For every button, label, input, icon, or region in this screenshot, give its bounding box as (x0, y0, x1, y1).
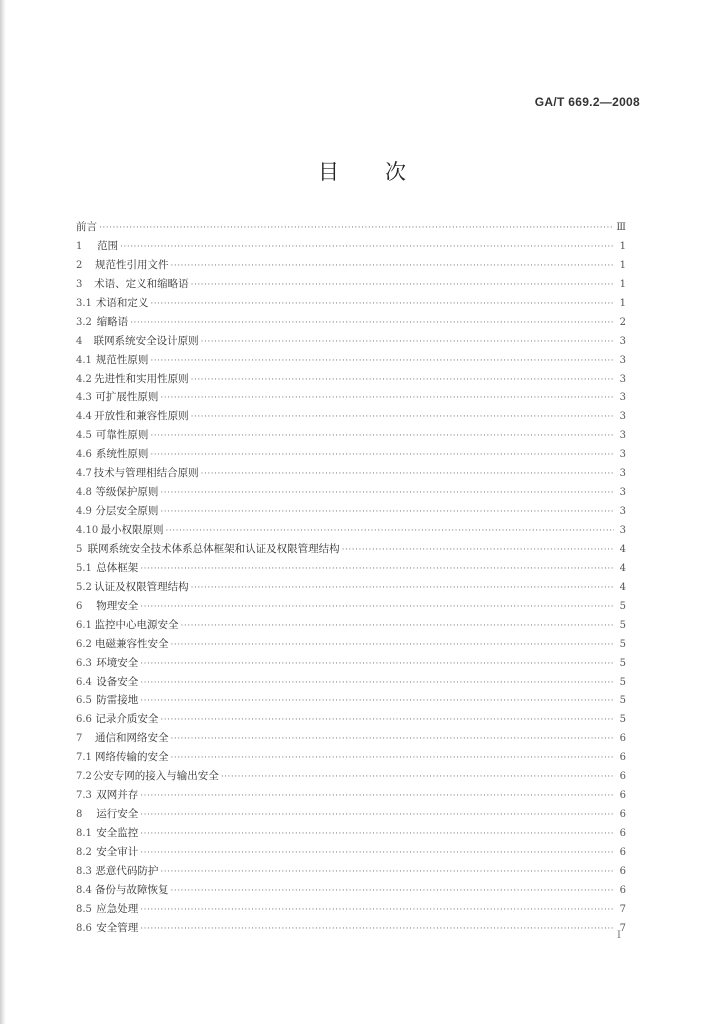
toc-entry (76, 673, 626, 692)
toc-entry-title: 监控中心电源安全 (94, 618, 179, 631)
toc-entry (76, 691, 626, 710)
toc-entry (76, 370, 626, 389)
toc-entry-page: 6 (619, 790, 626, 802)
toc-entry (76, 710, 626, 729)
toc-entry-page: 6 (619, 846, 626, 858)
toc-entry-page: Ⅲ (616, 222, 626, 233)
toc-entry-title: 技术与管理相结合原则 (93, 467, 199, 480)
toc-entry-title: 网络传输的安全 (94, 751, 169, 764)
toc-entry-number: 5 (76, 543, 83, 555)
toc-entry (76, 767, 626, 786)
toc-entry (76, 275, 626, 294)
toc-entry-number: 3 (76, 278, 83, 290)
toc-entry-title: 规范性引用文件 (94, 258, 169, 271)
toc-entry-title: 记录介质安全 (95, 713, 159, 726)
toc-entry-title: 联网系统安全技术体系总体框架和认证及权限管理结构 (87, 542, 340, 555)
toc-entry-title: 可靠性原则 (95, 429, 149, 442)
toc-entry (76, 635, 626, 654)
toc-entry-number: 4.3 (76, 392, 92, 404)
toc-leader-dots (140, 901, 614, 920)
title-part-2: 次 (385, 160, 406, 184)
toc-leader-dots (140, 806, 614, 825)
toc-leader-dots (191, 579, 614, 598)
toc-entry (76, 616, 626, 635)
toc-entry-page: 3 (619, 506, 626, 518)
toc-entry-title: 规范性原则 (95, 353, 149, 366)
toc-entry-page: 5 (619, 695, 626, 707)
toc-entry-number: 8.1 (76, 828, 92, 839)
toc-entry-number: 2 (76, 259, 83, 271)
toc-entry (76, 578, 626, 597)
toc-leader-dots (201, 333, 614, 352)
toc-entry-number: 6.6 (76, 714, 92, 726)
toc-entry-title: 前言 (76, 221, 97, 233)
toc-entry-page: 3 (619, 354, 626, 366)
toc-entry-number: 5.2 (76, 581, 92, 593)
toc-entry (76, 786, 626, 805)
toc-entry-number: 8.6 (76, 922, 92, 934)
toc-entry-number: 4.4 (76, 411, 92, 423)
toc-entry-title: 公安专网的接入与输出安全 (92, 770, 219, 783)
page-title (0, 156, 724, 186)
toc-entry-title: 物理安全 (96, 599, 139, 612)
toc-entry-title: 范围 (97, 239, 119, 252)
toc-entry-page: 1 (619, 297, 626, 309)
toc-entry-page: 6 (619, 828, 626, 839)
toc-entry (76, 654, 626, 673)
toc-entry-page: 3 (619, 392, 626, 404)
toc-entry (76, 445, 626, 464)
toc-leader-dots (170, 730, 614, 749)
toc-entry-page: 4 (619, 562, 626, 574)
toc-entry (76, 426, 626, 445)
toc-leader-dots (170, 882, 614, 901)
toc-entry-title: 应急处理 (96, 902, 139, 915)
toc-entry-title: 运行安全 (96, 808, 139, 821)
toc-leader-dots (160, 863, 614, 882)
toc-entry-title: 术语和定义 (95, 296, 149, 309)
toc-entry-title: 认证及权限管理结构 (94, 580, 189, 593)
toc-entry-title: 备份与故障恢复 (94, 883, 169, 896)
toc-entry (76, 559, 626, 578)
title-part-1: 目 (318, 160, 339, 184)
toc-entry-page: 6 (619, 884, 626, 896)
toc-leader-dots (181, 617, 614, 636)
toc-entry (76, 540, 626, 559)
toc-entry-number: 4.5 (76, 430, 92, 442)
toc-entry-number: 4.2 (76, 373, 92, 385)
toc-leader-dots (160, 389, 614, 408)
toc-entry-title: 安全监控 (96, 827, 139, 839)
toc-entry-number: 7.2 (76, 771, 92, 783)
toc-entry-title: 缩略语 (96, 315, 129, 328)
toc-leader-dots (191, 371, 614, 390)
toc-entry-page: 1 (619, 278, 626, 290)
toc-leader-dots (160, 484, 614, 503)
toc-entry-title: 双网并存 (96, 789, 139, 802)
toc-entry-number: 7 (76, 733, 83, 745)
standard-code: GA/T 669.2—2008 (534, 95, 640, 109)
toc-leader-dots (140, 787, 614, 806)
toc-entry-page: 6 (619, 733, 626, 745)
toc-entry (76, 862, 626, 881)
toc-entry-title: 先进性和实用性原则 (94, 372, 189, 385)
toc-entry-page: 3 (619, 335, 626, 347)
toc-entry-page: 4 (619, 581, 626, 593)
toc-entry (76, 351, 626, 370)
toc-leader-dots (150, 295, 614, 314)
toc-entry (76, 597, 626, 616)
toc-entry-page: 3 (619, 449, 626, 461)
toc-entry (76, 521, 626, 540)
toc-entry (76, 900, 626, 919)
toc-entry-number: 4.7 (76, 468, 92, 480)
toc-entry-title: 等级保护原则 (95, 486, 159, 499)
toc-leader-dots (166, 522, 614, 541)
toc-entry (76, 919, 626, 938)
toc-entry-number: 6.2 (76, 638, 92, 650)
toc-entry-title: 最小权限原则 (100, 524, 164, 536)
toc-leader-dots (342, 541, 614, 560)
toc-entry-title: 环境安全 (96, 656, 139, 669)
toc-entry-number: 3.1 (76, 297, 92, 309)
toc-entry-page: 3 (619, 373, 626, 385)
toc-leader-dots (140, 560, 614, 579)
toc-entry-number: 6.5 (76, 695, 92, 707)
toc-entry (76, 729, 626, 748)
toc-leader-dots (170, 636, 614, 655)
toc-entry-number: 1 (76, 240, 83, 252)
toc-leader-dots (170, 257, 614, 276)
toc-entry-title: 系统性原则 (95, 448, 149, 461)
toc-entry-title: 总体框架 (96, 561, 139, 574)
toc-entry-title: 安全管理 (96, 921, 139, 934)
toc-entry (76, 843, 626, 862)
toc-entry-title: 恶意代码防护 (95, 864, 159, 877)
toc-entry-page: 5 (619, 657, 626, 669)
toc-entry-number: 8.3 (76, 865, 92, 877)
toc-entry (76, 294, 626, 313)
toc-entry-number: 3.2 (76, 316, 92, 328)
toc-entry-page: 5 (619, 638, 626, 650)
toc-entry-page: 2 (619, 316, 626, 328)
toc-entry-number: 8.5 (76, 903, 92, 915)
toc-leader-dots (191, 276, 614, 295)
toc-entry-page: 3 (619, 525, 626, 536)
toc-entry-page: 3 (619, 468, 626, 480)
toc-leader-dots (140, 674, 614, 693)
toc-entry-title: 可扩展性原则 (95, 391, 159, 404)
toc-entry (76, 237, 626, 256)
toc-entry-page: 7 (619, 903, 626, 915)
toc-entry-page: 6 (619, 771, 626, 783)
toc-leader-dots (201, 465, 614, 484)
toc-entry-number: 7.1 (76, 752, 92, 764)
toc-entry-page: 6 (619, 752, 626, 764)
toc-leader-dots (140, 920, 614, 939)
toc-leader-dots (191, 408, 614, 427)
toc-entry (76, 313, 626, 332)
toc-entry-number: 6.1 (76, 619, 92, 631)
toc-entry-number: 4.1 (76, 354, 92, 366)
page-number: Ⅰ (617, 930, 621, 941)
toc-entry (76, 256, 626, 275)
scan-edge (0, 0, 6, 1024)
toc-entry-page: 3 (619, 487, 626, 499)
toc-entry (76, 805, 626, 824)
toc-leader-dots (99, 219, 614, 238)
toc-entry-page: 3 (619, 430, 626, 442)
toc-entry-number: 4.6 (76, 449, 92, 461)
toc-entry-title: 开放性和兼容性原则 (94, 410, 189, 423)
toc-leader-dots (140, 692, 614, 711)
toc-leader-dots (120, 238, 614, 257)
toc-entry-page: 3 (619, 411, 626, 423)
toc-entry (76, 407, 626, 426)
toc-entry (76, 218, 626, 237)
toc-entry-number: 8.2 (76, 846, 92, 858)
toc-leader-dots (160, 503, 614, 522)
toc-leader-dots (150, 427, 614, 446)
toc-entry-number: 8 (76, 809, 83, 821)
toc-entry-number: 5.1 (76, 562, 92, 574)
toc-leader-dots (150, 446, 614, 465)
toc-entry-page: 7 (619, 922, 626, 934)
toc-entry (76, 502, 626, 521)
toc-entry-number: 4.9 (76, 506, 92, 518)
toc-entry-number: 6 (76, 600, 83, 612)
toc-leader-dots (160, 711, 614, 730)
toc-entry-title: 电磁兼容性安全 (94, 637, 169, 650)
toc-entry-page: 5 (619, 619, 626, 631)
toc-entry-title: 通信和网络安全 (94, 732, 169, 745)
toc-entry (76, 332, 626, 351)
toc-entry-page: 1 (619, 240, 626, 252)
toc-entry-page: 5 (619, 600, 626, 612)
toc-entry-number: 4.10 (76, 525, 99, 536)
toc-entry-title: 防雷接地 (96, 694, 139, 707)
toc-entry-page: 6 (619, 865, 626, 877)
toc-leader-dots (130, 314, 614, 333)
toc-leader-dots (221, 768, 614, 787)
toc-entry (76, 464, 626, 483)
toc-entry-page: 6 (619, 809, 626, 821)
toc-entry-title: 分层安全原则 (95, 505, 159, 518)
toc-entry-page: 5 (619, 676, 626, 688)
toc-entry-page: 5 (619, 714, 626, 726)
toc-leader-dots (140, 844, 614, 863)
toc-entry-number: 8.4 (76, 884, 92, 896)
toc-entry (76, 388, 626, 407)
toc-entry-number: 4 (76, 335, 83, 347)
toc-leader-dots (140, 655, 614, 674)
toc-entry (76, 824, 626, 843)
toc-entry-title: 联网系统安全设计原则 (93, 334, 199, 347)
toc-leader-dots (140, 598, 614, 617)
toc-entry-title: 设备安全 (96, 675, 139, 688)
toc-entry-number: 7.3 (76, 790, 92, 802)
table-of-contents (76, 218, 626, 938)
toc-entry-page: 1 (619, 259, 626, 271)
toc-leader-dots (150, 352, 614, 371)
toc-entry-number: 4.8 (76, 487, 92, 499)
toc-entry (76, 483, 626, 502)
toc-entry-number: 6.4 (76, 676, 92, 688)
toc-entry-title: 术语、定义和缩略语 (94, 277, 189, 290)
toc-entry (76, 881, 626, 900)
toc-entry (76, 748, 626, 767)
toc-entry-number: 6.3 (76, 657, 92, 669)
toc-leader-dots (170, 749, 614, 768)
toc-leader-dots (140, 825, 614, 844)
toc-entry-title: 安全审计 (96, 845, 139, 858)
toc-entry-page: 4 (619, 543, 626, 555)
